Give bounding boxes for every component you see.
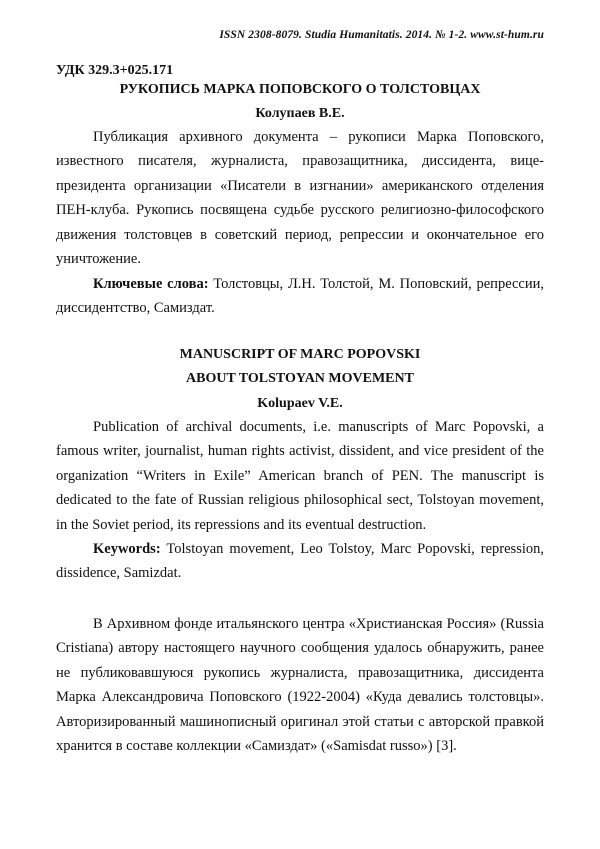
english-keywords-text: Tolstoyan movement, Leo Tolstoy, Marc Popovski, repression, dissidence, Samizdat. (56, 541, 544, 582)
english-title-line1: MANUSCRIPT OF MARC POPOVSKI (179, 347, 421, 362)
russian-keywords-label: Ключевые слова: (93, 276, 209, 292)
english-author: Kolupaev V.E. (257, 396, 343, 411)
russian-abstract: Публикация архивного документа – рукописи Марка Поповского, известного писателя, журналиста, правозащитника, диссидента, вице-президента организации «Писатели в изгнании» американского отделения ПЕН-клуба. Рукопись посвящена судьбе русского религиозно-философского движения толстовцев в советский период, репрессии и окончательное его уничтожение. (56, 129, 544, 268)
body-paragraph: В Архивном фонде итальянского центра «Христианская Россия» (Russia Cristiana) автору настоящего научного сообщения удалось обнаружить, ранее не публиковавшуюся рукопись журналиста, правозащитника, диссидента Марка Александровича Поповского (1922-2004) «Куда девались толстовцы». Авторизированный машинописный оригинал этой статьи с авторской правкой хранится в составе коллекции «Самиздат» («Samisdat russo») [3]. (56, 616, 544, 755)
russian-keywords (56, 272, 544, 321)
russian-keywords-text: Толстовцы, Л.Н. Толстой, М. Поповский, репрессии, диссидентство, Самиздат. (56, 276, 545, 317)
russian-title: РУКОПИСЬ МАРКА ПОПОВСКОГО О ТОЛСТОВЦАХ (119, 82, 481, 97)
english-keywords-label: Keywords: (93, 541, 161, 557)
russian-author: Колупаев В.Е. (255, 106, 345, 121)
udk-code: УДК 329.3+025.171 (56, 63, 174, 78)
english-abstract: Publication of archival documents, i.e. manuscripts of Marc Popovski, a famous writer, journalist, human rights activist, dissident, and vice president of the organization “Writers in Exile” American branch of PEN. The manuscript is dedicated to the fate of Russian religious philosophical sect, Tolstoyan movement, in the Soviet period, its repressions and its eventual destruction. (56, 419, 544, 533)
journal-header: ISSN 2308-8079. Studia Humanitatis. 2014. № 1-2. www.st-hum.ru (219, 29, 544, 41)
english-title-line2: ABOUT TOLSTOYAN MOVEMENT (186, 371, 414, 386)
english-keywords (56, 537, 544, 586)
